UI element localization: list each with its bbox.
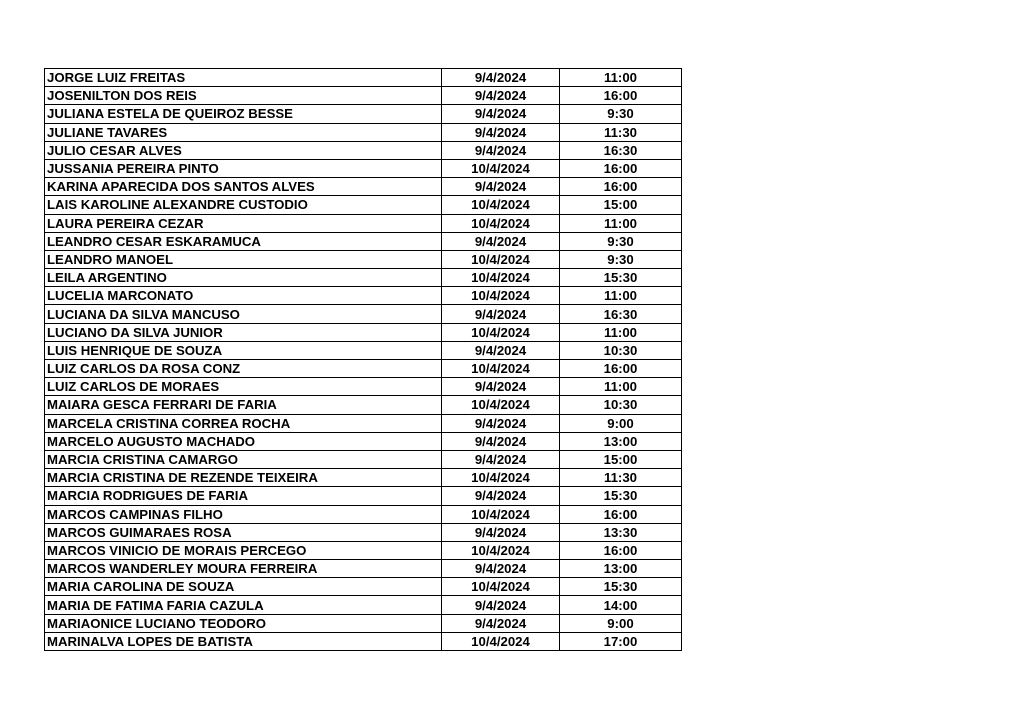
name-cell: MARCOS CAMPINAS FILHO xyxy=(45,505,442,523)
table-row xyxy=(45,269,682,287)
time-cell: 9:30 xyxy=(560,105,682,123)
date-cell: 10/4/2024 xyxy=(442,323,560,341)
table-row xyxy=(45,614,682,632)
table-row xyxy=(45,632,682,650)
date-cell: 9/4/2024 xyxy=(442,596,560,614)
table-row xyxy=(45,87,682,105)
name-cell: KARINA APARECIDA DOS SANTOS ALVES xyxy=(45,178,442,196)
name-cell: MAIARA GESCA FERRARI DE FARIA xyxy=(45,396,442,414)
date-cell: 10/4/2024 xyxy=(442,541,560,559)
time-cell: 11:00 xyxy=(560,214,682,232)
table-row xyxy=(45,287,682,305)
table-row xyxy=(45,396,682,414)
time-cell: 15:30 xyxy=(560,578,682,596)
time-cell: 9:00 xyxy=(560,414,682,432)
name-cell: MARINALVA LOPES DE BATISTA xyxy=(45,632,442,650)
name-cell: JULIANA ESTELA DE QUEIROZ BESSE xyxy=(45,105,442,123)
name-cell: MARIAONICE LUCIANO TEODORO xyxy=(45,614,442,632)
date-cell: 10/4/2024 xyxy=(442,287,560,305)
time-cell: 16:00 xyxy=(560,541,682,559)
date-cell: 9/4/2024 xyxy=(442,414,560,432)
time-cell: 11:00 xyxy=(560,287,682,305)
time-cell: 13:00 xyxy=(560,560,682,578)
name-cell: LUIS HENRIQUE DE SOUZA xyxy=(45,341,442,359)
time-cell: 10:30 xyxy=(560,396,682,414)
time-cell: 16:00 xyxy=(560,159,682,177)
name-cell: MARCIA RODRIGUES DE FARIA xyxy=(45,487,442,505)
table-row xyxy=(45,505,682,523)
date-cell: 9/4/2024 xyxy=(442,560,560,578)
time-cell: 15:00 xyxy=(560,450,682,468)
date-cell: 9/4/2024 xyxy=(442,141,560,159)
name-cell: JORGE LUIZ FREITAS xyxy=(45,69,442,87)
name-cell: MARCIA CRISTINA CAMARGO xyxy=(45,450,442,468)
table-row xyxy=(45,178,682,196)
time-cell: 15:30 xyxy=(560,269,682,287)
date-cell: 10/4/2024 xyxy=(442,505,560,523)
time-cell: 15:00 xyxy=(560,196,682,214)
table-row xyxy=(45,541,682,559)
table-row xyxy=(45,360,682,378)
time-cell: 13:00 xyxy=(560,432,682,450)
table-row xyxy=(45,414,682,432)
date-cell: 10/4/2024 xyxy=(442,632,560,650)
date-cell: 9/4/2024 xyxy=(442,450,560,468)
date-cell: 9/4/2024 xyxy=(442,614,560,632)
name-cell: LUCIANO DA SILVA JUNIOR xyxy=(45,323,442,341)
table-row xyxy=(45,159,682,177)
date-cell: 9/4/2024 xyxy=(442,523,560,541)
time-cell: 14:00 xyxy=(560,596,682,614)
date-cell: 9/4/2024 xyxy=(442,305,560,323)
name-cell: MARCELA CRISTINA CORREA ROCHA xyxy=(45,414,442,432)
table-row xyxy=(45,214,682,232)
table-row xyxy=(45,469,682,487)
table-row xyxy=(45,341,682,359)
table-row xyxy=(45,578,682,596)
time-cell: 11:30 xyxy=(560,123,682,141)
time-cell: 16:00 xyxy=(560,178,682,196)
table-row xyxy=(45,596,682,614)
name-cell: JULIO CESAR ALVES xyxy=(45,141,442,159)
date-cell: 10/4/2024 xyxy=(442,396,560,414)
date-cell: 9/4/2024 xyxy=(442,341,560,359)
table-row xyxy=(45,523,682,541)
name-cell: MARCELO AUGUSTO MACHADO xyxy=(45,432,442,450)
name-cell: MARCIA CRISTINA DE REZENDE TEIXEIRA xyxy=(45,469,442,487)
date-cell: 9/4/2024 xyxy=(442,378,560,396)
time-cell: 16:30 xyxy=(560,141,682,159)
name-cell: MARIA DE FATIMA FARIA CAZULA xyxy=(45,596,442,614)
time-cell: 13:30 xyxy=(560,523,682,541)
time-cell: 10:30 xyxy=(560,341,682,359)
table-row xyxy=(45,323,682,341)
date-cell: 10/4/2024 xyxy=(442,214,560,232)
date-cell: 9/4/2024 xyxy=(442,232,560,250)
name-cell: JOSENILTON DOS REIS xyxy=(45,87,442,105)
table-row xyxy=(45,305,682,323)
date-cell: 9/4/2024 xyxy=(442,87,560,105)
time-cell: 9:00 xyxy=(560,614,682,632)
time-cell: 11:00 xyxy=(560,69,682,87)
date-cell: 10/4/2024 xyxy=(442,159,560,177)
name-cell: LUCELIA MARCONATO xyxy=(45,287,442,305)
time-cell: 16:30 xyxy=(560,305,682,323)
name-cell: LEANDRO MANOEL xyxy=(45,250,442,268)
name-cell: LUCIANA DA SILVA MANCUSO xyxy=(45,305,442,323)
time-cell: 9:30 xyxy=(560,232,682,250)
time-cell: 16:00 xyxy=(560,87,682,105)
name-cell: LAIS KAROLINE ALEXANDRE CUSTODIO xyxy=(45,196,442,214)
time-cell: 16:00 xyxy=(560,360,682,378)
name-cell: LAURA PEREIRA CEZAR xyxy=(45,214,442,232)
date-cell: 9/4/2024 xyxy=(442,432,560,450)
time-cell: 9:30 xyxy=(560,250,682,268)
name-cell: MARCOS WANDERLEY MOURA FERREIRA xyxy=(45,560,442,578)
table-row xyxy=(45,196,682,214)
time-cell: 11:30 xyxy=(560,469,682,487)
name-cell: LUIZ CARLOS DE MORAES xyxy=(45,378,442,396)
table-row xyxy=(45,123,682,141)
date-cell: 9/4/2024 xyxy=(442,105,560,123)
table-row xyxy=(45,560,682,578)
table-row xyxy=(45,105,682,123)
name-cell: MARIA CAROLINA DE SOUZA xyxy=(45,578,442,596)
time-cell: 16:00 xyxy=(560,505,682,523)
date-cell: 9/4/2024 xyxy=(442,123,560,141)
time-cell: 17:00 xyxy=(560,632,682,650)
name-cell: JUSSANIA PEREIRA PINTO xyxy=(45,159,442,177)
schedule-table-body xyxy=(45,69,682,651)
date-cell: 10/4/2024 xyxy=(442,269,560,287)
table-row xyxy=(45,450,682,468)
date-cell: 9/4/2024 xyxy=(442,487,560,505)
name-cell: MARCOS VINICIO DE MORAIS PERCEGO xyxy=(45,541,442,559)
table-row xyxy=(45,487,682,505)
table-row xyxy=(45,432,682,450)
table-row xyxy=(45,378,682,396)
table-row xyxy=(45,141,682,159)
date-cell: 9/4/2024 xyxy=(442,178,560,196)
name-cell: MARCOS GUIMARAES ROSA xyxy=(45,523,442,541)
time-cell: 11:00 xyxy=(560,378,682,396)
schedule-table xyxy=(44,68,682,651)
name-cell: LEILA ARGENTINO xyxy=(45,269,442,287)
date-cell: 10/4/2024 xyxy=(442,250,560,268)
date-cell: 10/4/2024 xyxy=(442,196,560,214)
date-cell: 10/4/2024 xyxy=(442,578,560,596)
date-cell: 10/4/2024 xyxy=(442,469,560,487)
date-cell: 10/4/2024 xyxy=(442,360,560,378)
table-row xyxy=(45,232,682,250)
name-cell: LEANDRO CESAR ESKARAMUCA xyxy=(45,232,442,250)
date-cell: 9/4/2024 xyxy=(442,69,560,87)
time-cell: 11:00 xyxy=(560,323,682,341)
name-cell: JULIANE TAVARES xyxy=(45,123,442,141)
table-row xyxy=(45,69,682,87)
name-cell: LUIZ CARLOS DA ROSA CONZ xyxy=(45,360,442,378)
time-cell: 15:30 xyxy=(560,487,682,505)
table-row xyxy=(45,250,682,268)
